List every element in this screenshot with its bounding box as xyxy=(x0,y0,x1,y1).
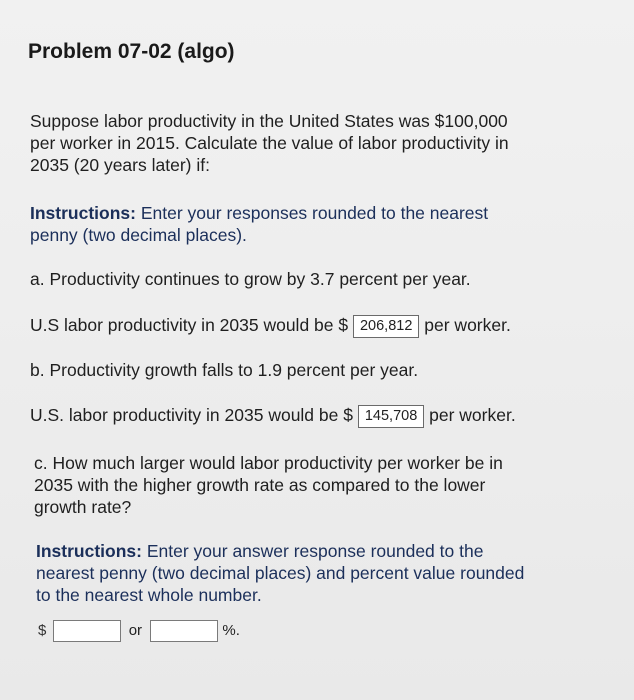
part-c-dollar-input[interactable] xyxy=(53,620,121,642)
part-c-line: growth rate? xyxy=(34,497,132,517)
instructions-label: Instructions: xyxy=(36,541,142,561)
part-a-prefix: U.S labor productivity in 2035 would be $ xyxy=(30,315,349,335)
instructions-block xyxy=(30,202,605,246)
or-label: or xyxy=(128,622,143,639)
instructions-text: nearest penny (two decimal places) and percent value rounded xyxy=(36,563,525,583)
part-b-prefix: U.S. labor productivity in 2035 would be $ xyxy=(30,405,353,425)
problem-intro xyxy=(30,110,605,176)
part-c-question xyxy=(34,452,594,518)
part-a-suffix: per worker. xyxy=(424,315,511,335)
part-c-line: c. How much larger would labor productivity per worker be in xyxy=(34,453,503,473)
instructions-label: Instructions: xyxy=(30,203,136,223)
intro-line: Suppose labor productivity in the United States was $100,000 xyxy=(30,111,508,131)
intro-line: per worker in 2015. Calculate the value of labor productivity in xyxy=(30,133,509,153)
part-a-answer-input[interactable]: 206,812 xyxy=(353,315,419,338)
instructions-text: Enter your answer response rounded to the xyxy=(141,541,484,561)
part-b-suffix: per worker. xyxy=(429,405,516,425)
percent-sign-label: %. xyxy=(222,622,240,639)
dollar-sign-icon: $ xyxy=(38,622,47,639)
part-b-answer-row xyxy=(30,404,605,428)
part-a-answer-row xyxy=(30,314,605,338)
instructions-text: to the nearest whole number. xyxy=(36,585,262,605)
instructions-block-2 xyxy=(36,540,601,606)
instructions-text: Enter your responses rounded to the nearest xyxy=(135,203,489,223)
part-a-question: a. Productivity continues to grow by 3.7 percent per year. xyxy=(30,269,471,289)
part-b-question: b. Productivity growth falls to 1.9 percent per year. xyxy=(30,360,419,380)
part-c-percent-input[interactable] xyxy=(150,620,218,642)
page-title: Problem 07-02 (algo) xyxy=(28,40,235,63)
instructions-text: penny (two decimal places). xyxy=(30,225,247,245)
part-c-line: 2035 with the higher growth rate as compared to the lower xyxy=(34,475,486,495)
part-c-answer-row xyxy=(38,620,613,642)
part-b-answer-input[interactable]: 145,708 xyxy=(358,405,424,428)
intro-line: 2035 (20 years later) if: xyxy=(30,155,210,175)
